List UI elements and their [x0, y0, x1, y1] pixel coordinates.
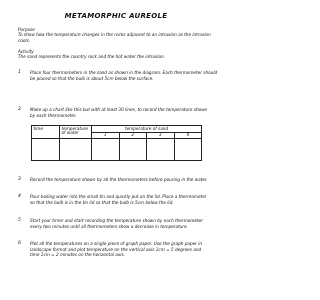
temperature-chart-table [31, 125, 202, 161]
table-header-sand-3: 3 [147, 132, 175, 139]
step-4-number: 4 [18, 194, 21, 199]
table-row [32, 139, 202, 161]
step-3-text: Record the temperature shown by all the thermometers before pouring in the water. [30, 177, 208, 182]
step-6-number: 6 [18, 241, 21, 246]
table-header-sand-1: 1 [92, 132, 120, 139]
step-3-number: 3 [18, 177, 21, 182]
step-5-text: Start your timer and start recording the temperature shown by each thermometer every two minutes until all thermometers show a decrease in temperature. [30, 218, 203, 229]
table-header-sand: temperature of sand [92, 126, 202, 133]
table-header-time: time [32, 126, 60, 139]
table-cell [32, 139, 60, 161]
step-5-number: 5 [18, 218, 21, 223]
table-cell [174, 139, 202, 161]
step-4-text: Pour boiling water into the small tin and quickly put on the lid. Place a thermometer so that the bulb is in the tin lid so that the bulb is 5cm below the lid. [30, 194, 207, 205]
purpose-heading: Purpose [18, 27, 35, 32]
activity-text: The sand represents the country rock and the hot water the intrusion. [18, 54, 166, 59]
table-cell [60, 139, 92, 161]
step-2-text: Make up a chart like this but with at least 30 lines, to record the temperature shown by each thermometer. [30, 107, 208, 118]
table-cell [92, 139, 120, 161]
step-1-number: 1 [18, 70, 21, 75]
step-1-text: Place four thermometers in the sand as shown in the diagram. Each thermometer should be placed so that the bulb is about 5cm below the surface. [30, 70, 218, 81]
step-6-text: Plot all the temperatures on a single piece of graph paper. Use the graph paper in landscape format and plot temperature on the vertical axis 1cm = 5 degrees and time 1cm = 2 minutes on the horizontal axis. [30, 241, 203, 258]
table-cell [119, 139, 147, 161]
table-header-row [32, 126, 202, 133]
page-title: METAMORPHIC AUREOLE [64, 12, 168, 20]
table-header-sand-2: 2 [119, 132, 147, 139]
table-cell [147, 139, 175, 161]
purpose-text: To show how the temperature changes in the rocks adjacent to an intrusion as the intrusion cools. [18, 32, 211, 43]
step-2-number: 2 [18, 107, 21, 112]
table-header-sand-4: 4 [174, 132, 202, 139]
table-header-water: temperature of water [60, 126, 92, 139]
activity-heading: Activity [18, 49, 34, 54]
